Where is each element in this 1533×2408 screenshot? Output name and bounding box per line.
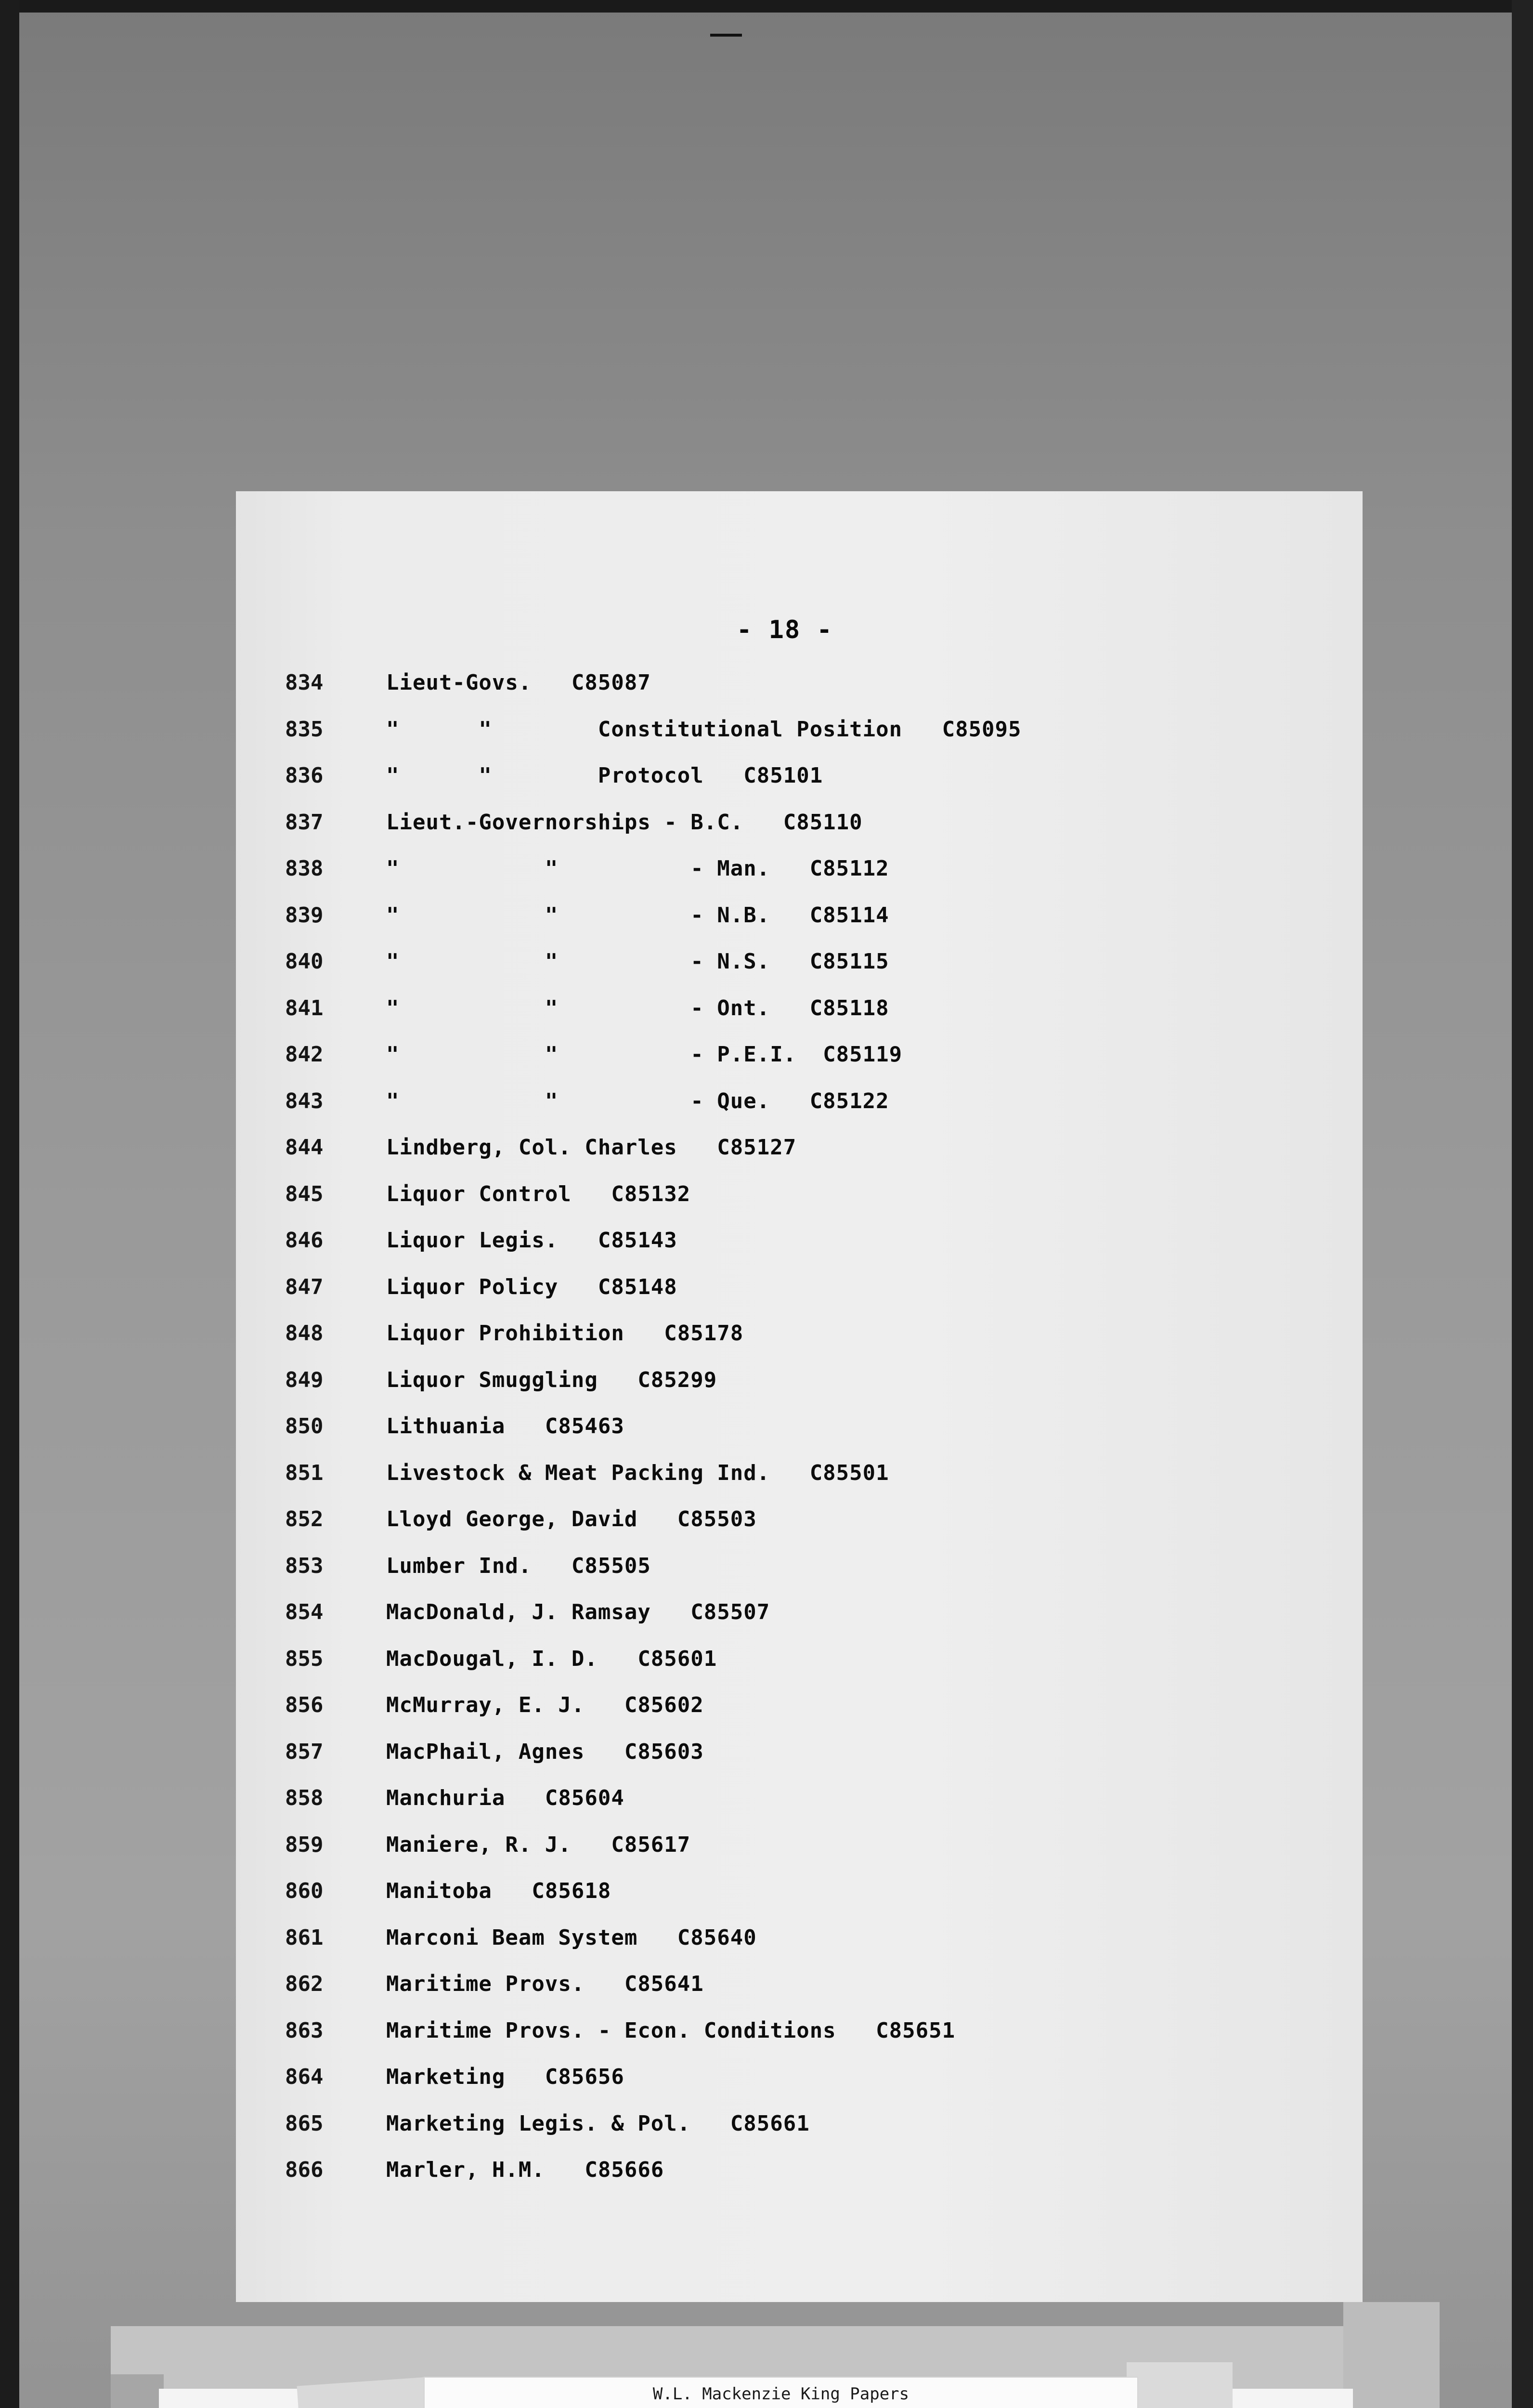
card-shadow-right <box>1343 2302 1440 2408</box>
film-border-top <box>0 0 1533 13</box>
entry-number: 838 <box>285 856 324 881</box>
entry-number: 836 <box>285 763 324 788</box>
entry-number: 843 <box>285 1089 324 1113</box>
page-number: - 18 - <box>737 615 833 644</box>
entry-number: 842 <box>285 1042 324 1067</box>
entry-number: 857 <box>285 1740 324 1764</box>
entry-number: 845 <box>285 1182 324 1206</box>
entry-number: 860 <box>285 1879 324 1903</box>
card-shadow-left <box>111 2374 164 2408</box>
entry-subject: " " - N.B. C85114 <box>386 903 889 928</box>
entry-number: 863 <box>285 2018 324 2043</box>
entry-subject: Marketing Legis. & Pol. C85661 <box>386 2111 810 2136</box>
entry-subject: " " Constitutional Position C85095 <box>386 717 1022 742</box>
tape-right <box>1127 2362 1233 2408</box>
entry-subject: MacDougal, I. D. C85601 <box>386 1647 717 1671</box>
collection-name: W.L. Mackenzie King Papers <box>652 2384 909 2404</box>
entry-number: 854 <box>285 1600 324 1624</box>
entry-subject: Maritime Provs. C85641 <box>386 1972 704 1996</box>
entry-subject: Maniere, R. J. C85617 <box>386 1832 691 1857</box>
entry-number: 851 <box>285 1461 324 1485</box>
entry-number: 856 <box>285 1693 324 1717</box>
entry-number: 849 <box>285 1368 324 1392</box>
film-border-left <box>0 0 19 2408</box>
entry-subject: Liquor Legis. C85143 <box>386 1228 677 1253</box>
entry-subject: " " - Que. C85122 <box>386 1089 889 1113</box>
entry-number: 852 <box>285 1507 324 1531</box>
entry-number: 840 <box>285 949 324 974</box>
entry-subject: " " Protocol C85101 <box>386 763 823 788</box>
entry-number: 846 <box>285 1228 324 1253</box>
entry-subject: " " - Ont. C85118 <box>386 996 889 1021</box>
entry-number: 844 <box>285 1135 324 1160</box>
entry-number: 855 <box>285 1647 324 1671</box>
entry-subject: Marketing C85656 <box>386 2065 624 2089</box>
entry-subject: Marler, H.M. C85666 <box>386 2158 664 2182</box>
entry-subject: " " - P.E.I. C85119 <box>386 1042 903 1067</box>
film-border-right <box>1512 0 1533 2408</box>
entry-subject: MacDonald, J. Ramsay C85507 <box>386 1600 770 1624</box>
entry-number: 835 <box>285 717 324 742</box>
entry-subject: " " - N.S. C85115 <box>386 949 889 974</box>
entry-subject: " " - Man. C85112 <box>386 856 889 881</box>
entry-number: 865 <box>285 2111 324 2136</box>
entry-number: 834 <box>285 670 324 695</box>
entry-number: 866 <box>285 2158 324 2182</box>
entry-subject: Liquor Policy C85148 <box>386 1275 677 1299</box>
entry-number: 853 <box>285 1554 324 1578</box>
entry-subject: Manchuria C85604 <box>386 1786 624 1810</box>
entry-subject: Liquor Prohibition C85178 <box>386 1321 744 1346</box>
entry-subject: Marconi Beam System C85640 <box>386 1925 757 1950</box>
entry-subject: Lindberg, Col. Charles C85127 <box>386 1135 797 1160</box>
entry-number: 847 <box>285 1275 324 1299</box>
collection-label <box>424 2377 1138 2408</box>
entry-subject: Manitoba C85618 <box>386 1879 611 1903</box>
entry-number: 839 <box>285 903 324 928</box>
entry-number: 858 <box>285 1786 324 1810</box>
entry-subject: MacPhail, Agnes C85603 <box>386 1740 704 1764</box>
entry-number: 862 <box>285 1972 324 1996</box>
entry-number: 859 <box>285 1832 324 1857</box>
entry-subject: Lithuania C85463 <box>386 1414 624 1439</box>
entry-subject: Lloyd George, David C85503 <box>386 1507 757 1531</box>
entry-subject: McMurray, E. J. C85602 <box>386 1693 704 1717</box>
entry-number: 848 <box>285 1321 324 1346</box>
entry-number: 841 <box>285 996 324 1021</box>
entry-subject: Maritime Provs. - Econ. Conditions C85651 <box>386 2018 956 2043</box>
entry-number: 850 <box>285 1414 324 1439</box>
entry-subject: Liquor Control C85132 <box>386 1182 691 1206</box>
entry-number: 861 <box>285 1925 324 1950</box>
frame-mark <box>710 34 742 37</box>
entry-subject: Lumber Ind. C85505 <box>386 1554 651 1578</box>
entry-number: 864 <box>285 2065 324 2089</box>
entry-subject: Livestock & Meat Packing Ind. C85501 <box>386 1461 889 1485</box>
entry-subject: Lieut-Govs. C85087 <box>386 670 651 695</box>
entry-subject: Liquor Smuggling C85299 <box>386 1368 717 1392</box>
entry-number: 837 <box>285 810 324 835</box>
entry-subject: Lieut.-Governorships - B.C. C85110 <box>386 810 863 835</box>
